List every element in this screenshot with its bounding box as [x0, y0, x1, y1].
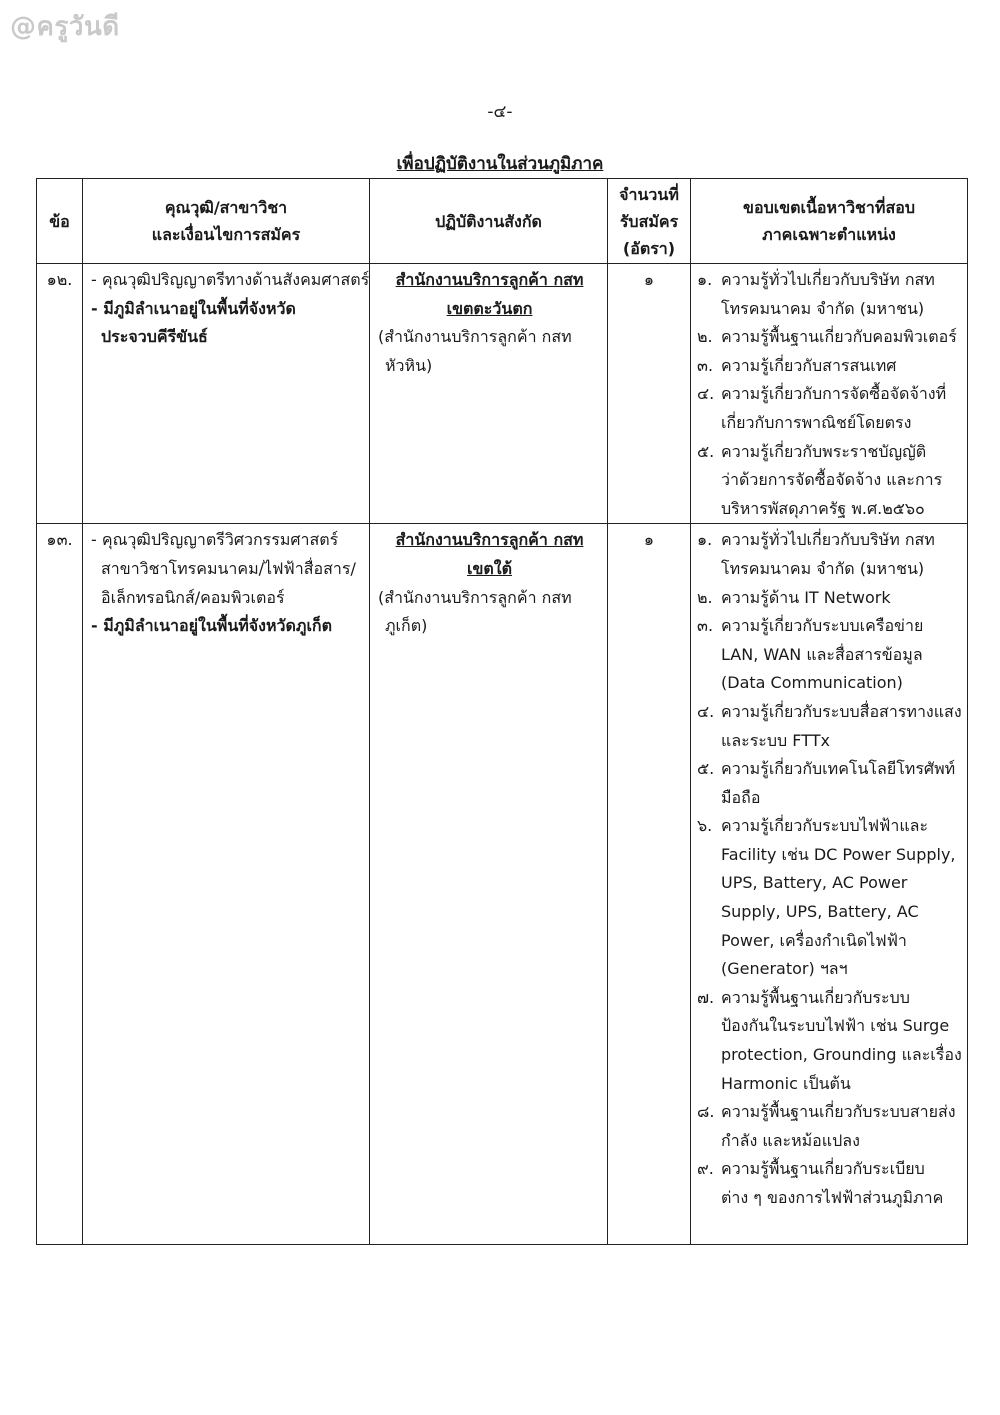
scope-line: ความรู้เกี่ยวกับพระราชบัญญัติ: [721, 441, 927, 461]
unit-subtitle: หัวหิน): [385, 355, 433, 375]
qualification-line: อิเล็กทรอนิกส์/คอมพิวเตอร์: [101, 587, 285, 607]
scope-number: ๔.: [697, 384, 715, 404]
scope-line: (Generator) ฯลฯ: [721, 959, 848, 979]
scope-item: [697, 755, 963, 812]
scope-item: [697, 352, 963, 381]
header-count-line: จำนวนที่: [619, 184, 679, 204]
header-scope: [691, 179, 968, 264]
scope-item: [697, 812, 963, 984]
scope-line: มือถือ: [721, 787, 761, 807]
header-unit-label: ปฏิบัติงานสังกัด: [435, 211, 542, 231]
scope-line: UPS, Battery, AC Power: [721, 873, 908, 893]
header-unit: [370, 179, 608, 264]
scope-line: โทรคมนาคม จำกัด (มหาชน): [721, 558, 925, 578]
unit-title: เขตตะวันตก: [446, 298, 533, 318]
scope-number: ๘.: [697, 1102, 715, 1122]
scope-number: ๔.: [697, 701, 715, 721]
page-number: -๔-: [487, 102, 513, 122]
unit-title: สำนักงานบริการลูกค้า กสท: [395, 270, 584, 289]
qualification-line: - คุณวุฒิปริญญาตรีทางด้านสังคมศาสตร์: [91, 270, 370, 289]
header-count: [608, 179, 691, 264]
scope-line: โทรคมนาคม จำกัด (มหาชน): [721, 298, 925, 318]
header-no: [37, 179, 83, 264]
scope-line: LAN, WAN และสื่อสารข้อมูล: [721, 644, 923, 664]
scope-line: ความรู้ด้าน IT Network: [721, 587, 891, 607]
scope-number: ๑.: [697, 530, 713, 550]
scope-item: [697, 438, 963, 524]
scope-line: และระบบ FTTx: [721, 730, 830, 750]
scope-line: ความรู้เกี่ยวกับระบบสื่อสารทางแสง: [721, 701, 962, 721]
scope-line: ป้องกันในระบบไฟฟ้า เช่น Surge: [721, 1016, 950, 1036]
scope-line: ความรู้พื้นฐานเกี่ยวกับคอมพิวเตอร์: [721, 327, 957, 347]
scope-number: ๒.: [697, 327, 713, 347]
scope-number: ๑.: [697, 270, 713, 289]
scope-number: ๓.: [697, 355, 714, 375]
scope-number: ๕.: [697, 759, 715, 779]
scope-line: (Data Communication): [721, 673, 903, 693]
scope-line: ความรู้เกี่ยวกับระบบไฟฟ้าและ: [721, 816, 929, 836]
domicile-condition: - มีภูมิลำเนาอยู่ในพื้นที่จังหวัด: [91, 298, 296, 318]
scope-item: [697, 612, 963, 698]
header-no-label: ข้อ: [49, 211, 70, 231]
scope-cell: [691, 264, 968, 524]
unit-subtitle: (สำนักงานบริการลูกค้า กสท: [378, 587, 572, 607]
scope-line: ความรู้พื้นฐานเกี่ยวกับระบบ: [721, 987, 910, 1007]
scope-line: บริหารพัสดุภาครัฐ พ.ศ.๒๕๖๐: [721, 498, 925, 518]
header-qualification: [83, 179, 370, 264]
unit-cell: [370, 264, 608, 524]
domicile-condition: - มีภูมิลำเนาอยู่ในพื้นที่จังหวัดภูเก็ต: [91, 616, 332, 636]
watermark: @ครูวันดี: [10, 12, 120, 42]
scope-line: ความรู้ทั่วไปเกี่ยวกับบริษัท กสท: [721, 270, 935, 289]
unit-title: สำนักงานบริการลูกค้า กสท: [395, 530, 584, 550]
table-row: [37, 524, 968, 1245]
scope-line: ความรู้เกี่ยวกับระบบเครือข่าย: [721, 616, 924, 636]
scope-number: ๖.: [697, 816, 713, 836]
scope-line: Facility เช่น DC Power Supply,: [721, 844, 956, 864]
scope-line: Harmonic เป็นต้น: [721, 1073, 851, 1093]
header-scope-line: ขอบเขตเนื้อหาวิชาที่สอบ: [743, 198, 915, 217]
section-title: เพื่อปฏิบัติงานในส่วนภูมิภาค: [396, 154, 604, 174]
scope-line: ความรู้เกี่ยวกับการจัดซื้อจัดจ้างที่: [721, 384, 947, 404]
scope-item: [697, 266, 963, 323]
scope-item: [697, 1098, 963, 1155]
scope-line: ความรู้เกี่ยวกับเทคโนโลยีโทรศัพท์: [721, 759, 956, 779]
scope-line: Supply, UPS, Battery, AC: [721, 902, 919, 922]
scope-line: ต่าง ๆ ของการไฟฟ้าส่วนภูมิภาค: [721, 1188, 944, 1207]
qualification-line: - คุณวุฒิปริญญาตรีวิศวกรรมศาสตร์: [91, 530, 339, 550]
scope-line: เกี่ยวกับการพาณิชย์โดยตรง: [721, 412, 912, 432]
scope-line: กำลัง และหม้อแปลง: [721, 1130, 860, 1150]
scope-item: [697, 584, 963, 613]
scope-item: [697, 698, 963, 755]
scope-number: ๒.: [697, 587, 713, 607]
header-qualification-line: และเงื่อนไขการสมัคร: [151, 225, 301, 244]
position-count: ๑: [608, 264, 691, 524]
scope-line: protection, Grounding และเรื่อง: [721, 1045, 962, 1065]
scope-line: ว่าด้วยการจัดซื้อจัดจ้าง และการ: [721, 470, 943, 490]
scope-item: [697, 1155, 963, 1212]
unit-cell: [370, 524, 608, 1245]
unit-subtitle: (สำนักงานบริการลูกค้า กสท: [378, 327, 572, 347]
qualification-cell: [83, 264, 370, 524]
unit-title: เขตใต้: [467, 558, 512, 578]
row-number: ๑๒.: [37, 264, 83, 524]
scope-line: Power, เครื่องกำเนิดไฟฟ้า: [721, 930, 907, 950]
qualification-cell: [83, 524, 370, 1245]
row-number: ๑๓.: [37, 524, 83, 1245]
scope-item: [697, 984, 963, 1098]
scope-item: [697, 380, 963, 437]
table-header-row: [37, 179, 968, 264]
position-table: [36, 178, 968, 1245]
scope-number: ๕.: [697, 441, 715, 461]
scope-line: ความรู้ทั่วไปเกี่ยวกับบริษัท กสท: [721, 530, 935, 550]
table-row: [37, 264, 968, 524]
header-qualification-line: คุณวุฒิ/สาขาวิชา: [164, 198, 288, 217]
qualification-line: สาขาวิชาโทรคมนาคม/ไฟฟ้าสื่อสาร/: [101, 558, 356, 578]
scope-item: [697, 526, 963, 583]
unit-subtitle: ภูเก็ต): [385, 616, 428, 636]
header-count-line: (อัตรา): [622, 238, 676, 258]
scope-number: ๓.: [697, 616, 714, 636]
domicile-condition: ประจวบคีรีขันธ์: [101, 327, 208, 347]
header-scope-line: ภาคเฉพาะตำแหน่ง: [762, 225, 896, 244]
scope-cell: [691, 524, 968, 1245]
header-count-line: รับสมัคร: [619, 211, 679, 231]
scope-line: ความรู้พื้นฐานเกี่ยวกับระบบสายส่ง: [721, 1102, 956, 1122]
scope-number: ๗.: [697, 987, 715, 1007]
scope-line: ความรู้พื้นฐานเกี่ยวกับระเบียบ: [721, 1159, 925, 1179]
scope-item: [697, 323, 963, 352]
position-count: ๑: [608, 524, 691, 1245]
scope-line: ความรู้เกี่ยวกับสารสนเทศ: [721, 355, 897, 375]
scope-number: ๙.: [697, 1159, 714, 1179]
